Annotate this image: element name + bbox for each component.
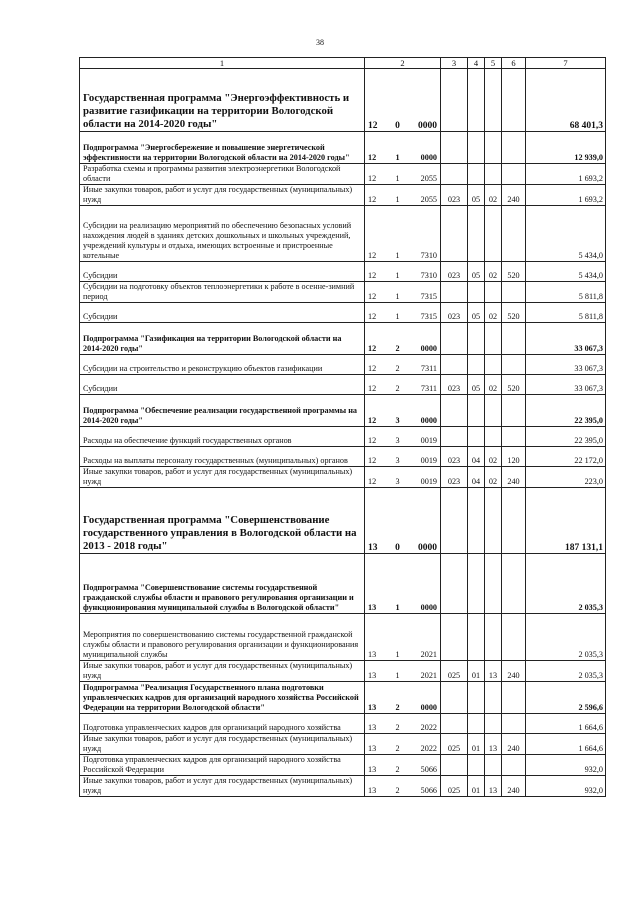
row-col-4 (468, 323, 485, 355)
row-col-5 (485, 714, 502, 734)
row-codes (365, 661, 441, 682)
row-codes (365, 488, 441, 554)
code-subprogram: 1 (395, 271, 400, 280)
row-codes (365, 682, 441, 714)
code-direction: 0000 (420, 153, 437, 162)
row-name: Государственная программа "Энергоэффективность и развитие газификации на территории Вологодской области на 2014-2020 годы" (80, 69, 365, 132)
code-program: 13 (368, 703, 377, 712)
row-amount: 5 811,8 (526, 303, 606, 323)
row-col-6 (502, 427, 526, 447)
code-subprogram: 2 (395, 723, 400, 732)
row-col-4 (468, 282, 485, 303)
row-col-6: 240 (502, 661, 526, 682)
row-name: Подпрограмма "Реализация Государственного плана подготовки управленческих кадров для организаций народного хозяйства Российской Федерации на территории Вологодской области" (80, 682, 365, 714)
row-col-4 (468, 395, 485, 427)
row-codes (365, 282, 441, 303)
code-direction: 7310 (420, 271, 437, 280)
row-amount: 5 811,8 (526, 282, 606, 303)
code-direction: 7311 (420, 384, 437, 393)
row-col-4 (468, 614, 485, 661)
code-subprogram: 2 (395, 765, 400, 774)
row-col-4 (468, 206, 485, 262)
row-amount: 33 067,3 (526, 323, 606, 355)
row-col-6 (502, 682, 526, 714)
row-col-3 (441, 488, 468, 554)
table-row (80, 206, 606, 262)
code-subprogram: 1 (395, 153, 400, 162)
row-name: Подпрограмма "Совершенствование системы государственной гражданской службы области и правового регулирования организации и функционирования муниципальной службы в Вологодской области" (80, 554, 365, 614)
table-row (80, 682, 606, 714)
row-amount: 2 596,6 (526, 682, 606, 714)
row-col-5 (485, 282, 502, 303)
code-subprogram: 1 (395, 292, 400, 301)
code-direction: 7310 (420, 251, 437, 260)
code-program: 12 (368, 121, 378, 131)
row-name: Подпрограмма "Энергосбережение и повышение энергетической эффективности на территории Вологодской области на 2014-2020 годы" (80, 132, 365, 164)
code-subprogram: 2 (395, 344, 400, 353)
code-subprogram: 1 (395, 650, 400, 659)
row-amount: 5 434,0 (526, 206, 606, 262)
row-codes (365, 467, 441, 488)
code-direction: 7311 (420, 364, 437, 373)
code-direction: 2022 (420, 723, 437, 732)
table-row (80, 467, 606, 488)
row-col-6: 240 (502, 776, 526, 797)
code-program: 12 (368, 251, 377, 260)
row-col-3: 025 (441, 734, 468, 755)
row-col-6 (502, 614, 526, 661)
row-codes (365, 164, 441, 185)
row-col-5 (485, 164, 502, 185)
row-col-6: 120 (502, 447, 526, 467)
budget-table (79, 57, 606, 797)
row-col-6: 240 (502, 185, 526, 206)
row-amount: 68 401,3 (526, 69, 606, 132)
row-col-3 (441, 132, 468, 164)
code-program: 12 (368, 344, 377, 353)
code-subprogram: 3 (395, 477, 400, 486)
row-col-6 (502, 132, 526, 164)
row-codes (365, 395, 441, 427)
table-row (80, 661, 606, 682)
row-col-6 (502, 164, 526, 185)
row-name: Подпрограмма "Обеспечение реализации государственной программы на 2014-2020 годы" (80, 395, 365, 427)
row-col-3: 023 (441, 185, 468, 206)
code-subprogram: 1 (395, 671, 400, 680)
row-col-6: 240 (502, 734, 526, 755)
header-col-7: 7 (526, 58, 606, 69)
row-col-5: 02 (485, 375, 502, 395)
row-codes (365, 776, 441, 797)
row-amount: 22 395,0 (526, 427, 606, 447)
row-amount: 1 664,6 (526, 734, 606, 755)
row-col-4 (468, 164, 485, 185)
code-program: 13 (368, 543, 378, 553)
row-col-3 (441, 614, 468, 661)
row-col-5 (485, 554, 502, 614)
row-codes (365, 427, 441, 447)
row-col-5: 02 (485, 185, 502, 206)
row-col-6 (502, 755, 526, 776)
header-col-5: 5 (485, 58, 502, 69)
header-col-6: 6 (502, 58, 526, 69)
code-direction: 2055 (420, 174, 437, 183)
code-program: 12 (368, 271, 377, 280)
table-row (80, 447, 606, 467)
row-col-3: 023 (441, 262, 468, 282)
row-col-4: 01 (468, 734, 485, 755)
code-direction: 0000 (420, 416, 437, 425)
row-codes (365, 614, 441, 661)
table-row (80, 303, 606, 323)
row-col-3 (441, 714, 468, 734)
row-amount: 12 939,0 (526, 132, 606, 164)
code-program: 12 (368, 384, 377, 393)
row-col-4 (468, 714, 485, 734)
code-direction: 0000 (420, 703, 437, 712)
code-program: 12 (368, 436, 377, 445)
header-row (80, 58, 606, 69)
table-row (80, 355, 606, 375)
table-row (80, 614, 606, 661)
row-codes (365, 132, 441, 164)
code-program: 13 (368, 603, 377, 612)
row-col-6: 520 (502, 375, 526, 395)
row-col-6 (502, 395, 526, 427)
code-subprogram: 0 (395, 543, 400, 553)
code-program: 13 (368, 744, 377, 753)
table-row (80, 164, 606, 185)
code-program: 12 (368, 195, 377, 204)
row-col-5: 02 (485, 303, 502, 323)
code-direction: 0019 (420, 477, 437, 486)
row-col-4 (468, 69, 485, 132)
code-subprogram: 1 (395, 195, 400, 204)
row-codes (365, 375, 441, 395)
code-program: 12 (368, 312, 377, 321)
row-col-5 (485, 355, 502, 375)
row-codes (365, 262, 441, 282)
row-amount: 33 067,3 (526, 375, 606, 395)
row-name: Иные закупки товаров, работ и услуг для государственных (муниципальных) нужд (80, 734, 365, 755)
row-col-5: 13 (485, 776, 502, 797)
row-name: Иные закупки товаров, работ и услуг для государственных (муниципальных) нужд (80, 661, 365, 682)
code-program: 12 (368, 174, 377, 183)
code-direction: 2055 (420, 195, 437, 204)
table-row (80, 714, 606, 734)
code-subprogram: 3 (395, 456, 400, 465)
row-name: Субсидии на подготовку объектов теплоэнергетики к работе в осенне-зимний период (80, 282, 365, 303)
row-col-5 (485, 427, 502, 447)
row-col-3 (441, 427, 468, 447)
row-amount: 932,0 (526, 776, 606, 797)
code-direction: 0019 (420, 456, 437, 465)
row-codes (365, 447, 441, 467)
code-subprogram: 2 (395, 744, 400, 753)
row-col-5 (485, 488, 502, 554)
row-col-3 (441, 164, 468, 185)
table-row (80, 488, 606, 554)
code-subprogram: 1 (395, 312, 400, 321)
row-col-3: 025 (441, 661, 468, 682)
row-col-4 (468, 132, 485, 164)
row-amount: 2 035,3 (526, 661, 606, 682)
code-direction: 0000 (420, 603, 437, 612)
row-col-4 (468, 682, 485, 714)
row-col-3 (441, 395, 468, 427)
code-subprogram: 2 (395, 364, 400, 373)
code-subprogram: 2 (395, 384, 400, 393)
code-subprogram: 2 (395, 703, 400, 712)
table-row (80, 282, 606, 303)
row-col-6: 240 (502, 467, 526, 488)
row-amount: 1 693,2 (526, 185, 606, 206)
code-subprogram: 1 (395, 603, 400, 612)
table-row (80, 776, 606, 797)
row-col-5 (485, 323, 502, 355)
row-col-4 (468, 427, 485, 447)
row-amount: 1 664,6 (526, 714, 606, 734)
code-program: 13 (368, 786, 377, 795)
row-col-4: 01 (468, 661, 485, 682)
row-col-3 (441, 206, 468, 262)
code-direction: 5066 (420, 765, 437, 774)
row-col-3 (441, 554, 468, 614)
row-col-4: 04 (468, 467, 485, 488)
row-codes (365, 734, 441, 755)
row-col-5: 13 (485, 661, 502, 682)
table-row (80, 427, 606, 447)
page-number: 38 (316, 38, 324, 47)
row-col-6 (502, 282, 526, 303)
row-codes (365, 554, 441, 614)
row-amount: 22 172,0 (526, 447, 606, 467)
table-row (80, 262, 606, 282)
row-col-5 (485, 206, 502, 262)
table-row (80, 185, 606, 206)
code-program: 12 (368, 364, 377, 373)
row-col-4 (468, 488, 485, 554)
code-direction: 7315 (420, 312, 437, 321)
code-subprogram: 1 (395, 251, 400, 260)
code-subprogram: 1 (395, 174, 400, 183)
code-program: 13 (368, 723, 377, 732)
row-amount: 33 067,3 (526, 355, 606, 375)
row-col-6: 520 (502, 262, 526, 282)
row-col-5: 02 (485, 467, 502, 488)
row-amount: 2 035,3 (526, 554, 606, 614)
row-col-5: 02 (485, 262, 502, 282)
row-name: Подготовка управленческих кадров для организаций народного хозяйства Российской Федерации (80, 755, 365, 776)
table-row (80, 554, 606, 614)
row-name: Субсидии (80, 303, 365, 323)
row-col-6 (502, 69, 526, 132)
code-direction: 0000 (420, 344, 437, 353)
table-row (80, 755, 606, 776)
row-codes (365, 355, 441, 375)
row-col-3: 025 (441, 776, 468, 797)
code-program: 12 (368, 416, 377, 425)
table-row (80, 395, 606, 427)
header-col-4: 4 (468, 58, 485, 69)
row-col-3: 023 (441, 447, 468, 467)
row-col-5 (485, 395, 502, 427)
table-row (80, 323, 606, 355)
row-name: Иные закупки товаров, работ и услуг для государственных (муниципальных) нужд (80, 776, 365, 797)
row-col-3 (441, 282, 468, 303)
row-col-4: 05 (468, 262, 485, 282)
row-col-6: 520 (502, 303, 526, 323)
code-program: 13 (368, 671, 377, 680)
row-amount: 2 035,3 (526, 614, 606, 661)
row-name: Государственная программа "Совершенствование государственного управления в Вологодской области на 2013 - 2018 годы" (80, 488, 365, 554)
row-col-4: 01 (468, 776, 485, 797)
row-codes (365, 303, 441, 323)
row-col-5 (485, 682, 502, 714)
row-amount: 1 693,2 (526, 164, 606, 185)
row-col-5 (485, 69, 502, 132)
code-direction: 0000 (418, 543, 437, 553)
row-codes (365, 323, 441, 355)
row-col-5 (485, 132, 502, 164)
row-name: Субсидии (80, 375, 365, 395)
code-subprogram: 3 (395, 416, 400, 425)
row-codes (365, 69, 441, 132)
row-col-6 (502, 323, 526, 355)
row-col-5 (485, 755, 502, 776)
row-name: Субсидии на строительство и реконструкцию объектов газификации (80, 355, 365, 375)
row-col-3: 023 (441, 375, 468, 395)
row-col-3: 023 (441, 303, 468, 323)
row-col-4 (468, 355, 485, 375)
row-col-4: 04 (468, 447, 485, 467)
code-direction: 2021 (420, 671, 437, 680)
row-codes (365, 714, 441, 734)
code-program: 12 (368, 456, 377, 465)
row-name: Расходы на выплаты персоналу государственных (муниципальных) органов (80, 447, 365, 467)
row-name: Подпрограмма "Газификация на территории Вологодской области на 2014-2020 годы" (80, 323, 365, 355)
row-col-4 (468, 755, 485, 776)
row-amount: 223,0 (526, 467, 606, 488)
code-subprogram: 2 (395, 786, 400, 795)
row-col-4 (468, 554, 485, 614)
row-col-5 (485, 614, 502, 661)
row-col-4: 05 (468, 303, 485, 323)
header-col-2: 2 (365, 58, 441, 69)
row-codes (365, 185, 441, 206)
code-direction: 0019 (420, 436, 437, 445)
row-col-3 (441, 323, 468, 355)
code-program: 12 (368, 153, 377, 162)
row-col-6 (502, 714, 526, 734)
row-col-5: 02 (485, 447, 502, 467)
row-col-6 (502, 554, 526, 614)
row-col-3 (441, 682, 468, 714)
table-row (80, 132, 606, 164)
row-name: Подготовка управленческих кадров для организаций народного хозяйства (80, 714, 365, 734)
row-col-3 (441, 355, 468, 375)
code-program: 13 (368, 765, 377, 774)
table-row (80, 734, 606, 755)
row-codes (365, 206, 441, 262)
code-direction: 2022 (420, 744, 437, 753)
row-amount: 187 131,1 (526, 488, 606, 554)
code-program: 12 (368, 477, 377, 486)
row-col-4: 05 (468, 185, 485, 206)
row-name: Субсидии (80, 262, 365, 282)
row-col-3 (441, 755, 468, 776)
code-subprogram: 3 (395, 436, 400, 445)
row-amount: 22 395,0 (526, 395, 606, 427)
code-program: 12 (368, 292, 377, 301)
row-col-6 (502, 488, 526, 554)
code-direction: 7315 (420, 292, 437, 301)
row-amount: 932,0 (526, 755, 606, 776)
table-row (80, 375, 606, 395)
code-direction: 2021 (420, 650, 437, 659)
code-program: 13 (368, 650, 377, 659)
row-col-3: 023 (441, 467, 468, 488)
row-col-6 (502, 355, 526, 375)
code-direction: 0000 (418, 121, 437, 131)
row-codes (365, 755, 441, 776)
header-col-3: 3 (441, 58, 468, 69)
header-col-1: 1 (80, 58, 365, 69)
code-subprogram: 0 (395, 121, 400, 131)
row-name: Субсидии на реализацию мероприятий по обеспечению безопасных условий нахождения людей в зданиях детских дошкольных и школьных учреждений, учреждений культуры и отдыха, имеющих встроенные и пристроенные котельные (80, 206, 365, 262)
code-direction: 5066 (420, 786, 437, 795)
row-name: Мероприятия по совершенствованию системы государственной гражданской службы области и правового регулирования организации и функционирования муниципальной службы (80, 614, 365, 661)
row-col-4: 05 (468, 375, 485, 395)
row-name: Иные закупки товаров, работ и услуг для государственных (муниципальных) нужд (80, 185, 365, 206)
row-col-6 (502, 206, 526, 262)
row-col-5: 13 (485, 734, 502, 755)
table-row (80, 69, 606, 132)
row-name: Расходы на обеспечение функций государственных органов (80, 427, 365, 447)
row-name: Разработка схемы и программы развития электроэнергетики Вологодской области (80, 164, 365, 185)
row-col-3 (441, 69, 468, 132)
row-amount: 5 434,0 (526, 262, 606, 282)
row-name: Иные закупки товаров, работ и услуг для государственных (муниципальных) нужд (80, 467, 365, 488)
